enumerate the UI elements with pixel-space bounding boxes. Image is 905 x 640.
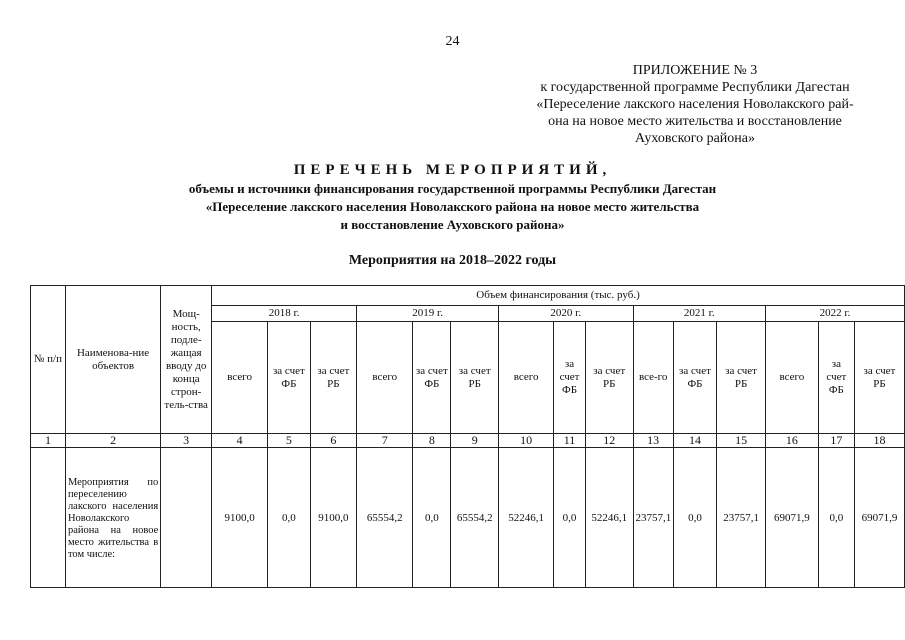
title-line: «Переселение лакского населения Новолакского района на новое место жительства	[205, 199, 700, 214]
row-value: 52246,1	[585, 448, 633, 588]
appendix-line: «Переселение лакского населения Новолакского рай-	[536, 97, 854, 112]
header-total: все-го	[633, 322, 673, 434]
column-number: 15	[717, 434, 766, 448]
financing-table	[30, 285, 905, 588]
header-year: 2020 г.	[499, 306, 633, 322]
title-line: объемы и источники финансирования государственной программы Республики Дагестан	[188, 181, 717, 196]
header-total: всего	[357, 322, 413, 434]
header-year: 2021 г.	[633, 306, 765, 322]
row-value: 69071,9	[854, 448, 904, 588]
column-number: 16	[765, 434, 818, 448]
header-year: 2018 г.	[212, 306, 357, 322]
header-capacity: Мощ-ность, подле-жащая вводу до конца строн-тель-ства	[161, 286, 212, 434]
header-fb: за счет ФБ	[673, 322, 716, 434]
row-value: 65554,2	[451, 448, 499, 588]
header-year: 2019 г.	[357, 306, 499, 322]
row-value: 52246,1	[499, 448, 554, 588]
row-value: 23757,1	[717, 448, 766, 588]
column-number: 8	[413, 434, 451, 448]
row-value: 0,0	[554, 448, 586, 588]
appendix-line: она на новое место жительства и восстановление	[548, 114, 842, 129]
header-financing: Объем финансирования (тыс. руб.)	[212, 286, 905, 306]
column-number: 18	[854, 434, 904, 448]
column-number: 11	[554, 434, 586, 448]
row-capacity	[161, 448, 212, 588]
row-value: 0,0	[818, 448, 854, 588]
column-number: 9	[451, 434, 499, 448]
row-value: 23757,1	[633, 448, 673, 588]
header-fb: за счет ФБ	[413, 322, 451, 434]
header-fb: за счет ФБ	[268, 322, 310, 434]
table-row	[31, 448, 905, 588]
appendix-line: ПРИЛОЖЕНИЕ № 3	[632, 63, 758, 78]
header-rb: за счет РБ	[854, 322, 904, 434]
header-year: 2022 г.	[765, 306, 904, 322]
row-value: 65554,2	[357, 448, 413, 588]
column-number: 1	[31, 434, 66, 448]
row-value: 0,0	[268, 448, 310, 588]
header-total: всего	[212, 322, 268, 434]
appendix-line: Ауховского района»	[634, 131, 756, 146]
header-fb: за счет ФБ	[554, 322, 586, 434]
document-title	[0, 160, 905, 234]
header-fb: за счет ФБ	[818, 322, 854, 434]
column-number: 6	[310, 434, 357, 448]
row-value: 0,0	[413, 448, 451, 588]
column-number: 7	[357, 434, 413, 448]
column-number: 2	[65, 434, 160, 448]
header-total: всего	[499, 322, 554, 434]
column-number: 3	[161, 434, 212, 448]
appendix-line: к государственной программе Республики Дагестан	[540, 80, 850, 95]
column-number: 4	[212, 434, 268, 448]
column-number: 10	[499, 434, 554, 448]
column-number: 14	[673, 434, 716, 448]
column-number: 5	[268, 434, 310, 448]
column-number: 12	[585, 434, 633, 448]
row-value: 0,0	[673, 448, 716, 588]
title-heading: ПЕРЕЧЕНЬ МЕРОПРИЯТИЙ,	[293, 162, 612, 178]
header-name: Наименова-ние объектов	[65, 286, 160, 434]
header-no: № п/п	[31, 286, 66, 434]
page-number: 24	[445, 34, 460, 49]
row-no	[31, 448, 66, 588]
header-rb: за счет РБ	[717, 322, 766, 434]
row-value: 69071,9	[765, 448, 818, 588]
column-number: 17	[818, 434, 854, 448]
header-total: всего	[765, 322, 818, 434]
header-rb: за счет РБ	[451, 322, 499, 434]
table-subtitle: Мероприятия на 2018–2022 годы	[348, 253, 557, 268]
header-rb: за счет РБ	[310, 322, 357, 434]
row-value: 9100,0	[310, 448, 357, 588]
row-value: 9100,0	[212, 448, 268, 588]
header-rb: за счет РБ	[585, 322, 633, 434]
appendix-block	[505, 62, 885, 147]
row-name: Мероприятия по переселению лакского населения Новолакского района на новое место жительства в том числе:	[65, 448, 160, 588]
column-number-row	[31, 434, 905, 448]
column-number: 13	[633, 434, 673, 448]
title-line: и восстановление Ауховского района»	[340, 217, 565, 232]
